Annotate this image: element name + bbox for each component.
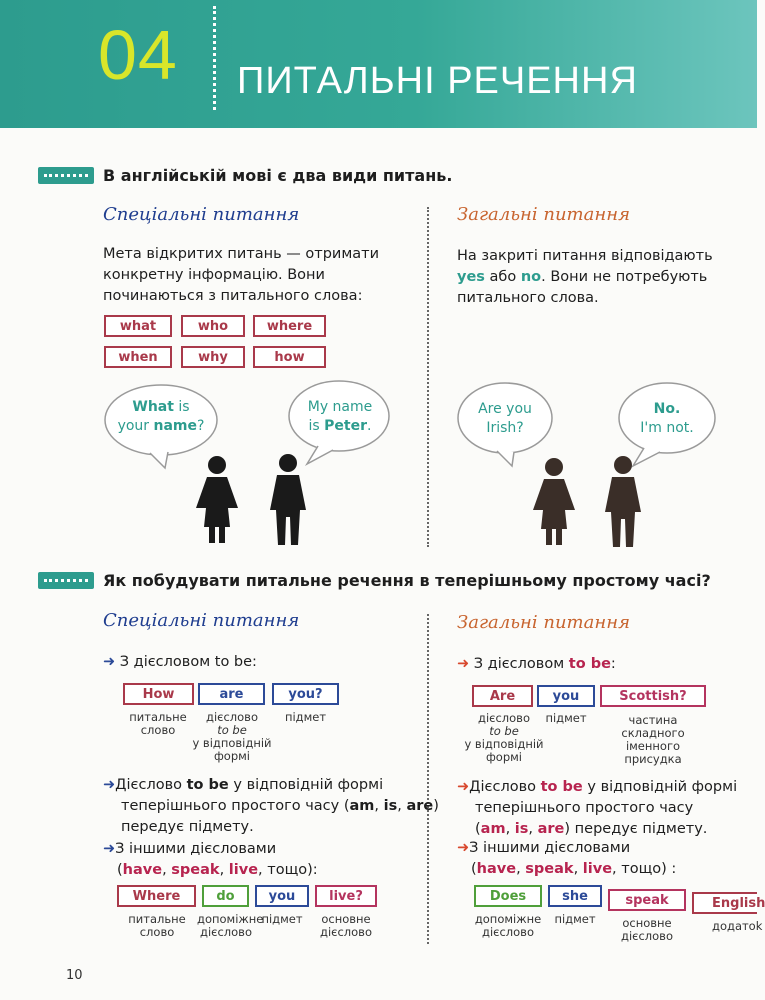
box-are: are (198, 683, 265, 705)
label-auxiliary-verb-right: допоміжне дієслово (474, 912, 542, 939)
bubble-question-left: What is your name? (117, 399, 205, 434)
box-do: do (202, 885, 249, 907)
label-object: додатok (712, 919, 763, 933)
left-rule-text: ➜Дієслово to be у відповідній формі теперішнього простого часу (am, is, are) передує підмету. (103, 777, 439, 835)
label-question-word: питальне слово (129, 710, 187, 737)
bubble-answer-right: No. I'm not. (640, 401, 694, 436)
general-questions-heading-1: Загальні питання (457, 204, 630, 225)
female-figure-right-icon (533, 458, 575, 545)
box-you-2: you (255, 885, 309, 907)
label-verb-to-be-right: дієслово to be у відповідній формі (464, 711, 544, 764)
label-question-word-2: питальне слово (128, 912, 186, 939)
special-questions-heading-2: Спеціальні питання (103, 610, 300, 631)
chapter-title: ПИТАЛЬНІ РЕЧЕННЯ (237, 60, 638, 102)
box-live: live? (315, 885, 377, 907)
label-main-verb: основне дієслово (320, 912, 372, 939)
box-where: Where (117, 885, 196, 907)
right-bullet-other-verbs: ➜З іншими дієсловами (have, speak, live, тощо) : (457, 840, 677, 877)
section-title-2: Як побудувати питальне речення в теперішньому простому часі? (103, 571, 711, 590)
word-box-when: when (104, 346, 172, 368)
word-box-where: where (253, 315, 326, 337)
left-bullet-to-be: ➜ З дієсловом to be: (103, 654, 257, 670)
label-verb-to-be: дієслово to be у відповідній формі (192, 710, 272, 763)
box-you-right: you (537, 685, 595, 707)
box-does: Does (474, 885, 542, 907)
right-bullet-to-be: ➜ З дієсловом to be: (457, 656, 616, 672)
general-questions-text: На закриті питання відповідають yes або no. Вони не потребують питального слова. (457, 248, 713, 306)
box-are-right: Are (472, 685, 533, 707)
bubble-question-right: Are you Irish? (478, 401, 532, 436)
bubble-answer-left: My name is Peter. (307, 399, 373, 434)
box-you: you? (272, 683, 339, 705)
special-questions-heading-1: Спеціальні питання (103, 204, 300, 225)
male-figure-left-icon (270, 454, 306, 545)
chapter-number: 04 (98, 16, 178, 94)
section-marker-2 (38, 572, 94, 589)
female-figure-left-icon (196, 456, 238, 543)
page-number: 10 (66, 968, 83, 983)
word-box-how: how (253, 346, 326, 368)
box-she: she (548, 885, 602, 907)
box-speak: speak (608, 889, 686, 911)
left-bullet-other-verbs: ➜З іншими дієсловами (have, speak, live, тощо): (103, 841, 318, 878)
label-subject-2: підмет (261, 912, 303, 926)
label-subject-right: підмет (545, 711, 587, 725)
general-questions-heading-2: Загальні питання (457, 612, 630, 633)
special-questions-text: Мета відкритих питань — отримати конкретну інформацію. Вони починаються з питального слова: (103, 246, 380, 304)
label-subject-right-2: підмет (554, 912, 596, 926)
box-english: English (692, 892, 757, 914)
word-box-who: who (181, 315, 245, 337)
right-rule-text: ➜Дієслово to be у відповідній формі теперішнього простого часу (am, is, are) передує підмету. (457, 779, 738, 837)
male-figure-right-icon (605, 456, 641, 547)
word-box-what: what (104, 315, 172, 337)
label-main-verb-right: основне дієслово (621, 916, 673, 943)
box-how: How (123, 683, 194, 705)
word-box-why: why (181, 346, 245, 368)
label-predicate-part: частина складного іменного присудка (621, 713, 685, 766)
section-title-1: В англійській мові є два види питань. (103, 166, 453, 185)
box-scottish: Scottish? (600, 685, 706, 707)
label-auxiliary-verb: допоміжне дієслово (197, 912, 264, 939)
label-subject: підмет (284, 710, 327, 724)
